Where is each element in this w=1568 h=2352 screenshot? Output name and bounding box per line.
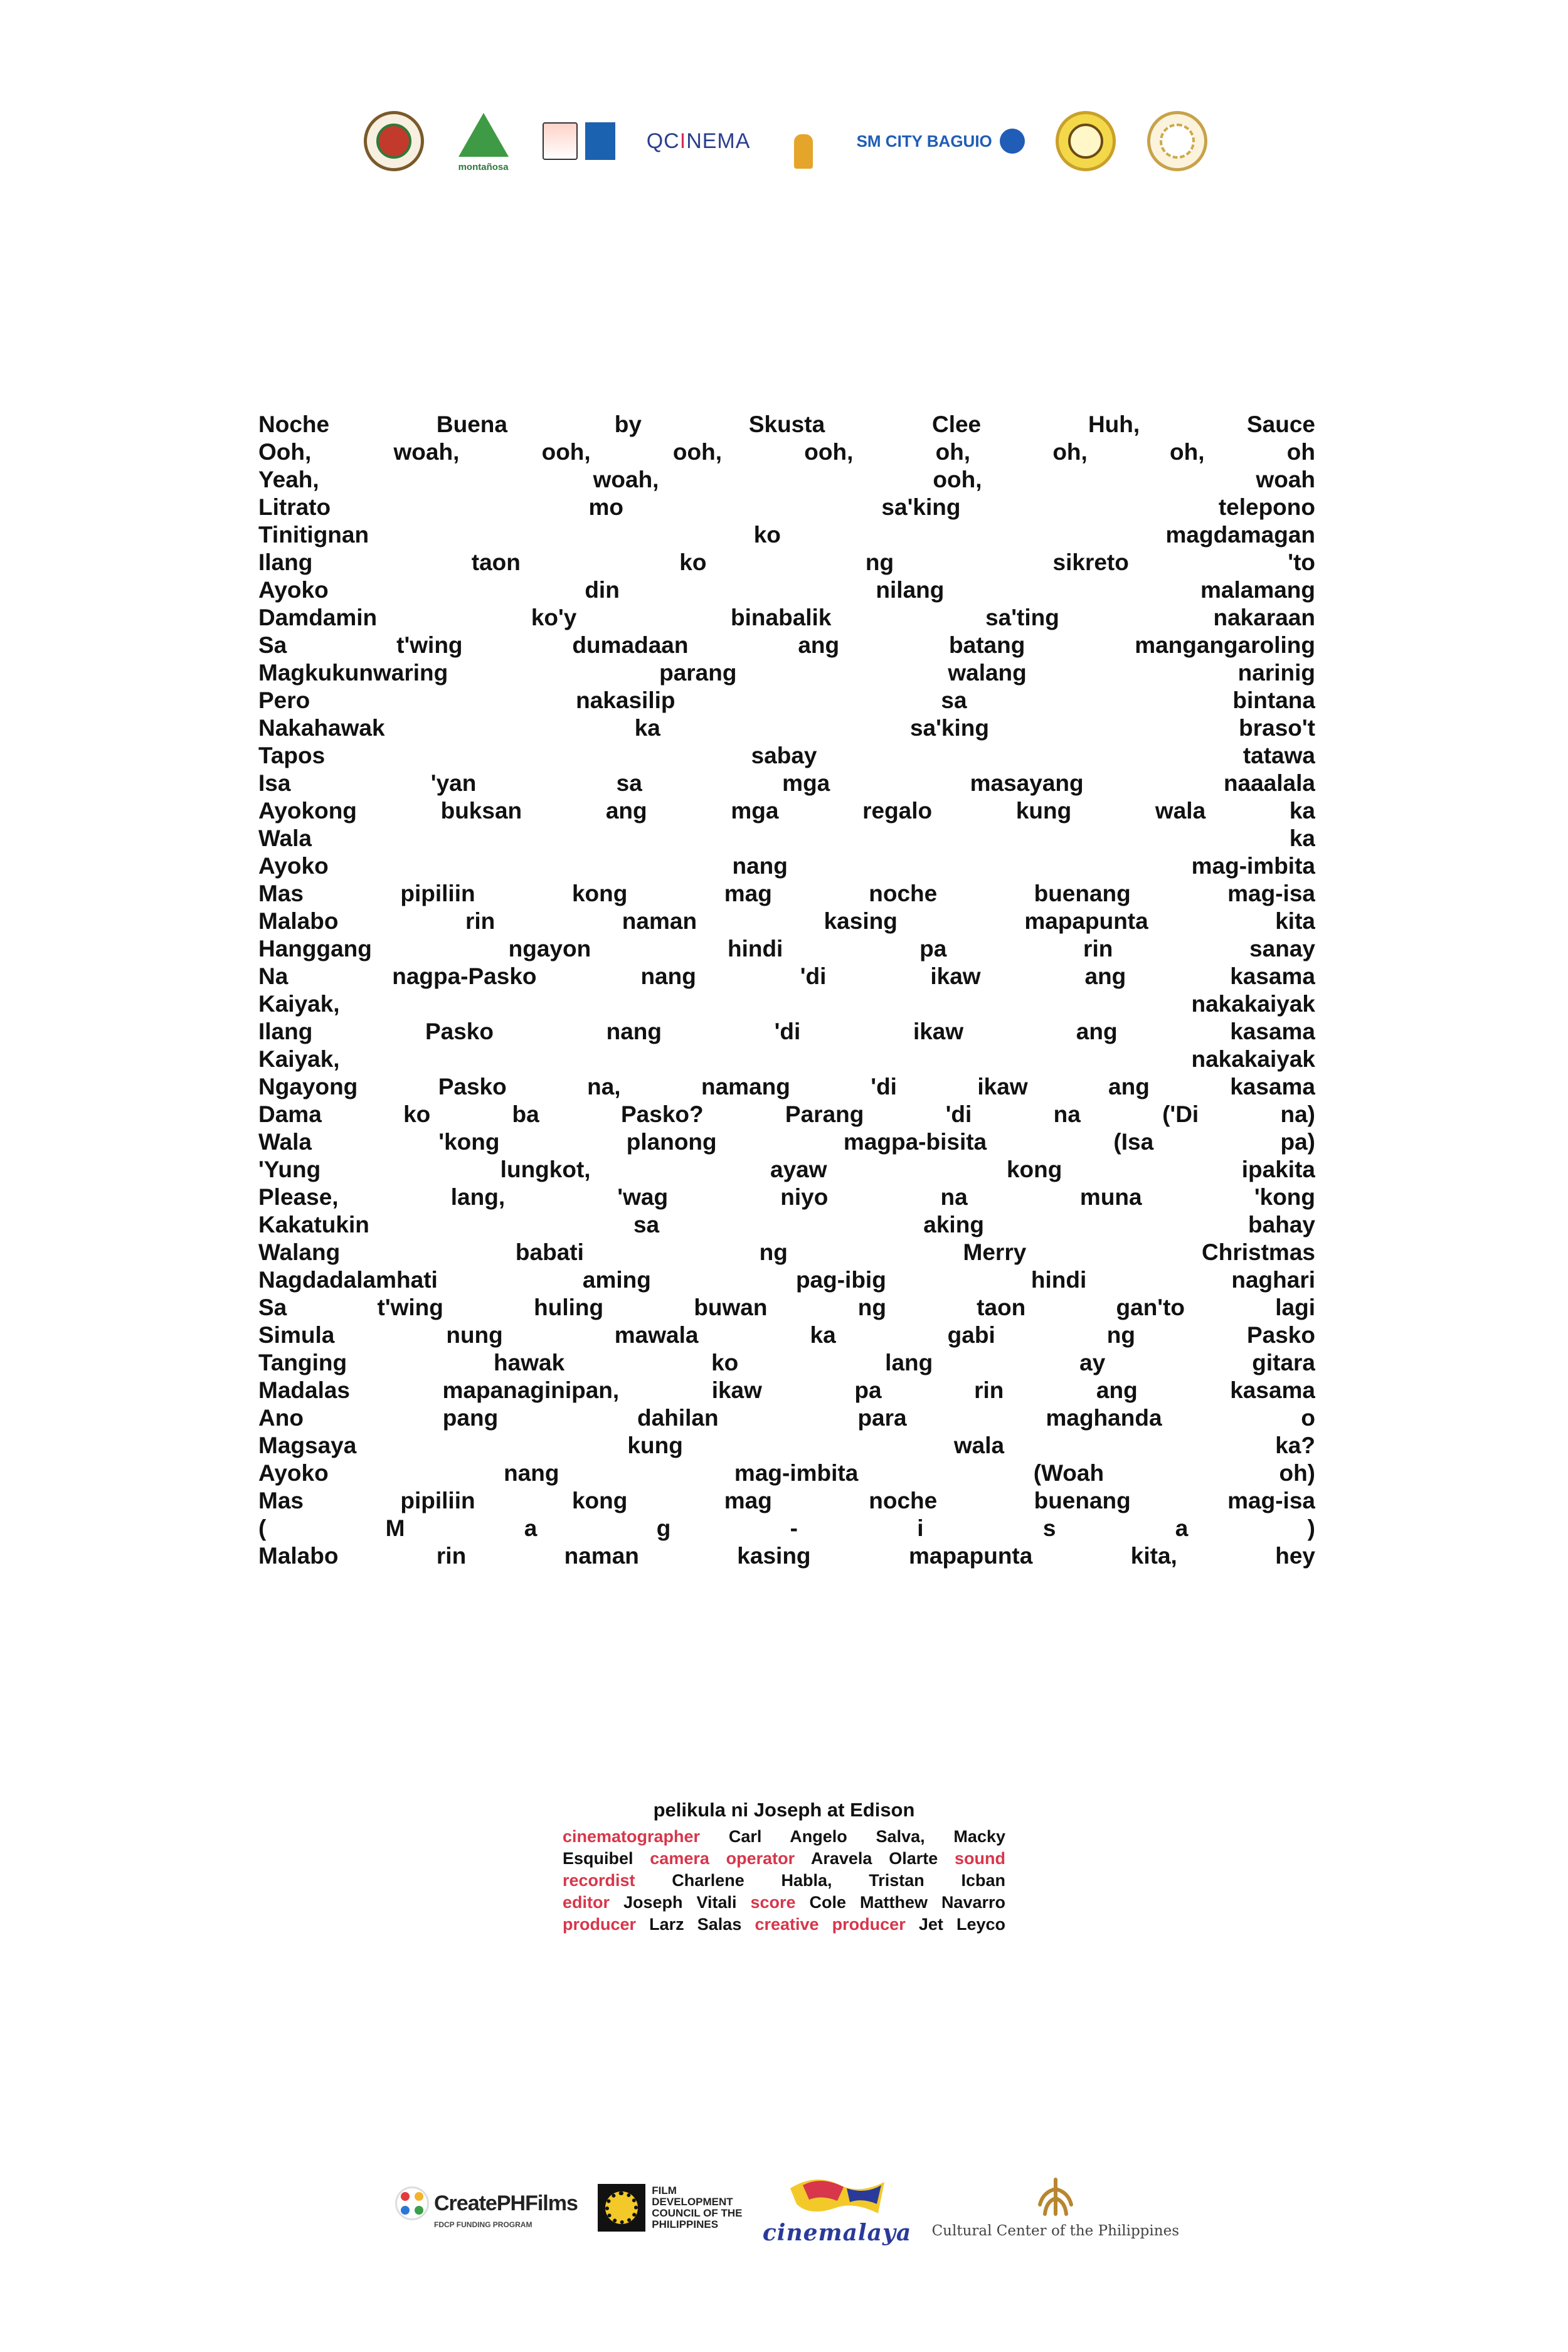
ccp-logo: Cultural Center of the Philippines <box>932 2176 1179 2239</box>
lyric-line: Magsaya kung wala ka? <box>258 1433 1315 1458</box>
lyric-line: Hanggang ngayon hindi pa rin sanay <box>258 936 1315 961</box>
lyrics-block <box>258 411 1315 1570</box>
lyric-line: Ayoko nang mag-imbita <box>258 853 1315 879</box>
credits-title: pelikula ni Joseph at Edison <box>653 1799 915 1821</box>
credit-line <box>563 1826 1005 1848</box>
lyric-line: Kakatukin sa aking bahay <box>258 1212 1315 1237</box>
lyric-line: Mas pipiliin kong mag noche buenang mag-isa <box>258 881 1315 906</box>
lyric-line: Kaiyak, nakakaiyak <box>258 991 1315 1017</box>
lyric-line: Wala ka <box>258 825 1315 851</box>
lyric-line: Pero nakasilip sa bintana <box>258 687 1315 713</box>
credit-role: score <box>750 1893 796 1912</box>
credit-name: Aravela Olarte <box>810 1849 938 1868</box>
credit-name: Cole Matthew Navarro <box>809 1893 1005 1912</box>
lyric-line: Simula nung mawala ka gabi ng Pasko <box>258 1322 1315 1348</box>
lyric-line: Ngayong Pasko na, namang 'di ikaw ang kasama <box>258 1074 1315 1099</box>
credit-role: producer <box>563 1915 637 1934</box>
lyric-line: Damdamin ko'y binabalik sa'ting nakaraan <box>258 605 1315 630</box>
lyric-line: Ayoko din nilang malamang <box>258 577 1315 603</box>
lyric-line: Tinitignan ko magdamagan <box>258 522 1315 548</box>
createphfilms-logo-icon: CreatePHFilms FDCP FUNDING PROGRAM <box>395 2186 578 2229</box>
lyric-line: Kaiyak, nakakaiyak <box>258 1046 1315 1072</box>
sponsor-logo-strip-top <box>364 100 1207 182</box>
lyric-line: Ilang Pasko nang 'di ikaw ang kasama <box>258 1019 1315 1044</box>
credit-role: sound <box>954 1849 1005 1868</box>
department-of-tourism-seal-icon <box>1147 107 1207 176</box>
city-of-baguio-seal-icon <box>364 107 424 176</box>
lyric-line: Noche Buena by Skusta Clee Huh, Sauce <box>258 411 1315 437</box>
credit-line <box>563 1848 1005 1870</box>
sponsor-logo-strip-bottom <box>395 2167 1179 2249</box>
lyric-line: Magkukunwaring parang walang narinig <box>258 660 1315 686</box>
credit-name: Joseph Vitali <box>623 1893 737 1912</box>
fdcp-logo: FILM DEVELOPMENT COUNCIL OF THE PHILIPPINES <box>598 2184 742 2232</box>
credit-line <box>563 1870 1005 1892</box>
lyric-line: Litrato mo sa'king telepono <box>258 494 1315 520</box>
montanosa-logo-icon: montañosa <box>455 107 512 176</box>
credits-block <box>563 1799 1005 1936</box>
lyric-line: 'Yung lungkot, ayaw kong ipakita <box>258 1157 1315 1182</box>
lyric-line: Please, lang, 'wag niyo na muna 'kong <box>258 1184 1315 1210</box>
lyric-line: Ilang taon ko ng sikreto 'to <box>258 549 1315 575</box>
cinemalaya-flag-icon <box>784 2169 891 2220</box>
lyric-line: Malabo rin naman kasing mapapunta kita, hey <box>258 1543 1315 1569</box>
lyric-line: Yeah, woah, ooh, woah <box>258 467 1315 492</box>
credit-name: Jet Leyco <box>918 1915 1005 1934</box>
lyric-line: Ano pang dahilan para maghanda o <box>258 1405 1315 1431</box>
lyric-line: Malabo rin naman kasing mapapunta kita <box>258 908 1315 934</box>
lyric-line: ( M a g - i s a ) <box>258 1515 1315 1541</box>
credit-role: editor <box>563 1893 610 1912</box>
qcinema-logo-icon: QCINEMA <box>646 129 751 153</box>
lyric-line: Dama ko ba Pasko? Parang 'di na ('Di na) <box>258 1101 1315 1127</box>
lyric-line: Ayoko nang mag-imbita (Woah oh) <box>258 1460 1315 1486</box>
lyric-line: Ayokong buksan ang mga regalo kung wala ka <box>258 798 1315 824</box>
credit-role: creative producer <box>755 1915 906 1934</box>
lyric-line: Sa t'wing huling buwan ng taon gan'to lagi <box>258 1295 1315 1320</box>
lyric-line: Nakahawak ka sa'king braso't <box>258 715 1315 741</box>
lyric-line: Wala 'kong planong magpa-bisita (Isa pa) <box>258 1129 1315 1155</box>
lyric-line: Madalas mapanaginipan, ikaw pa rin ang kasama <box>258 1377 1315 1403</box>
credit-name: Esquibel <box>563 1849 633 1868</box>
baguio-unesco-logo-icon <box>543 107 615 176</box>
fdcp-film-reel-icon <box>598 2184 645 2232</box>
lyric-line: Sa t'wing dumadaan ang batang mangangaroling <box>258 632 1315 658</box>
lyric-line: Ooh, woah, ooh, ooh, ooh, oh, oh, oh, oh <box>258 439 1315 465</box>
credit-name: Charlene Habla, Tristan Icban <box>672 1871 1005 1890</box>
film-academy-logo-icon <box>781 107 825 176</box>
sm-city-baguio-logo-icon: SM CITY BAGUIO <box>857 107 1025 176</box>
credit-name: Larz Salas <box>649 1915 742 1934</box>
lyric-line: Walang babati ng Merry Christmas <box>258 1239 1315 1265</box>
lyric-line: Tanging hawak ko lang ay gitara <box>258 1350 1315 1375</box>
credit-role: camera operator <box>650 1849 795 1868</box>
lyric-line: Na nagpa-Pasko nang 'di ikaw ang kasama <box>258 963 1315 989</box>
cinemalaya-logo: cinemalaya <box>763 2169 911 2246</box>
credit-name: Carl Angelo Salva, Macky <box>728 1827 1005 1846</box>
credit-role: cinematographer <box>563 1827 701 1846</box>
credit-role: recordist <box>563 1871 635 1890</box>
lyric-line: Isa 'yan sa mga masayang naaalala <box>258 770 1315 796</box>
credit-line <box>563 1914 1005 1936</box>
lyric-line: Mas pipiliin kong mag noche buenang mag-isa <box>258 1488 1315 1513</box>
credit-line <box>563 1892 1005 1914</box>
ccp-emblem-icon <box>1034 2176 1078 2220</box>
lyric-line: Nagdadalamhati aming pag-ibig hindi naghari <box>258 1267 1315 1293</box>
baguio-tourism-council-seal-icon <box>1056 107 1116 176</box>
lyric-line: Tapos sabay tatawa <box>258 743 1315 768</box>
